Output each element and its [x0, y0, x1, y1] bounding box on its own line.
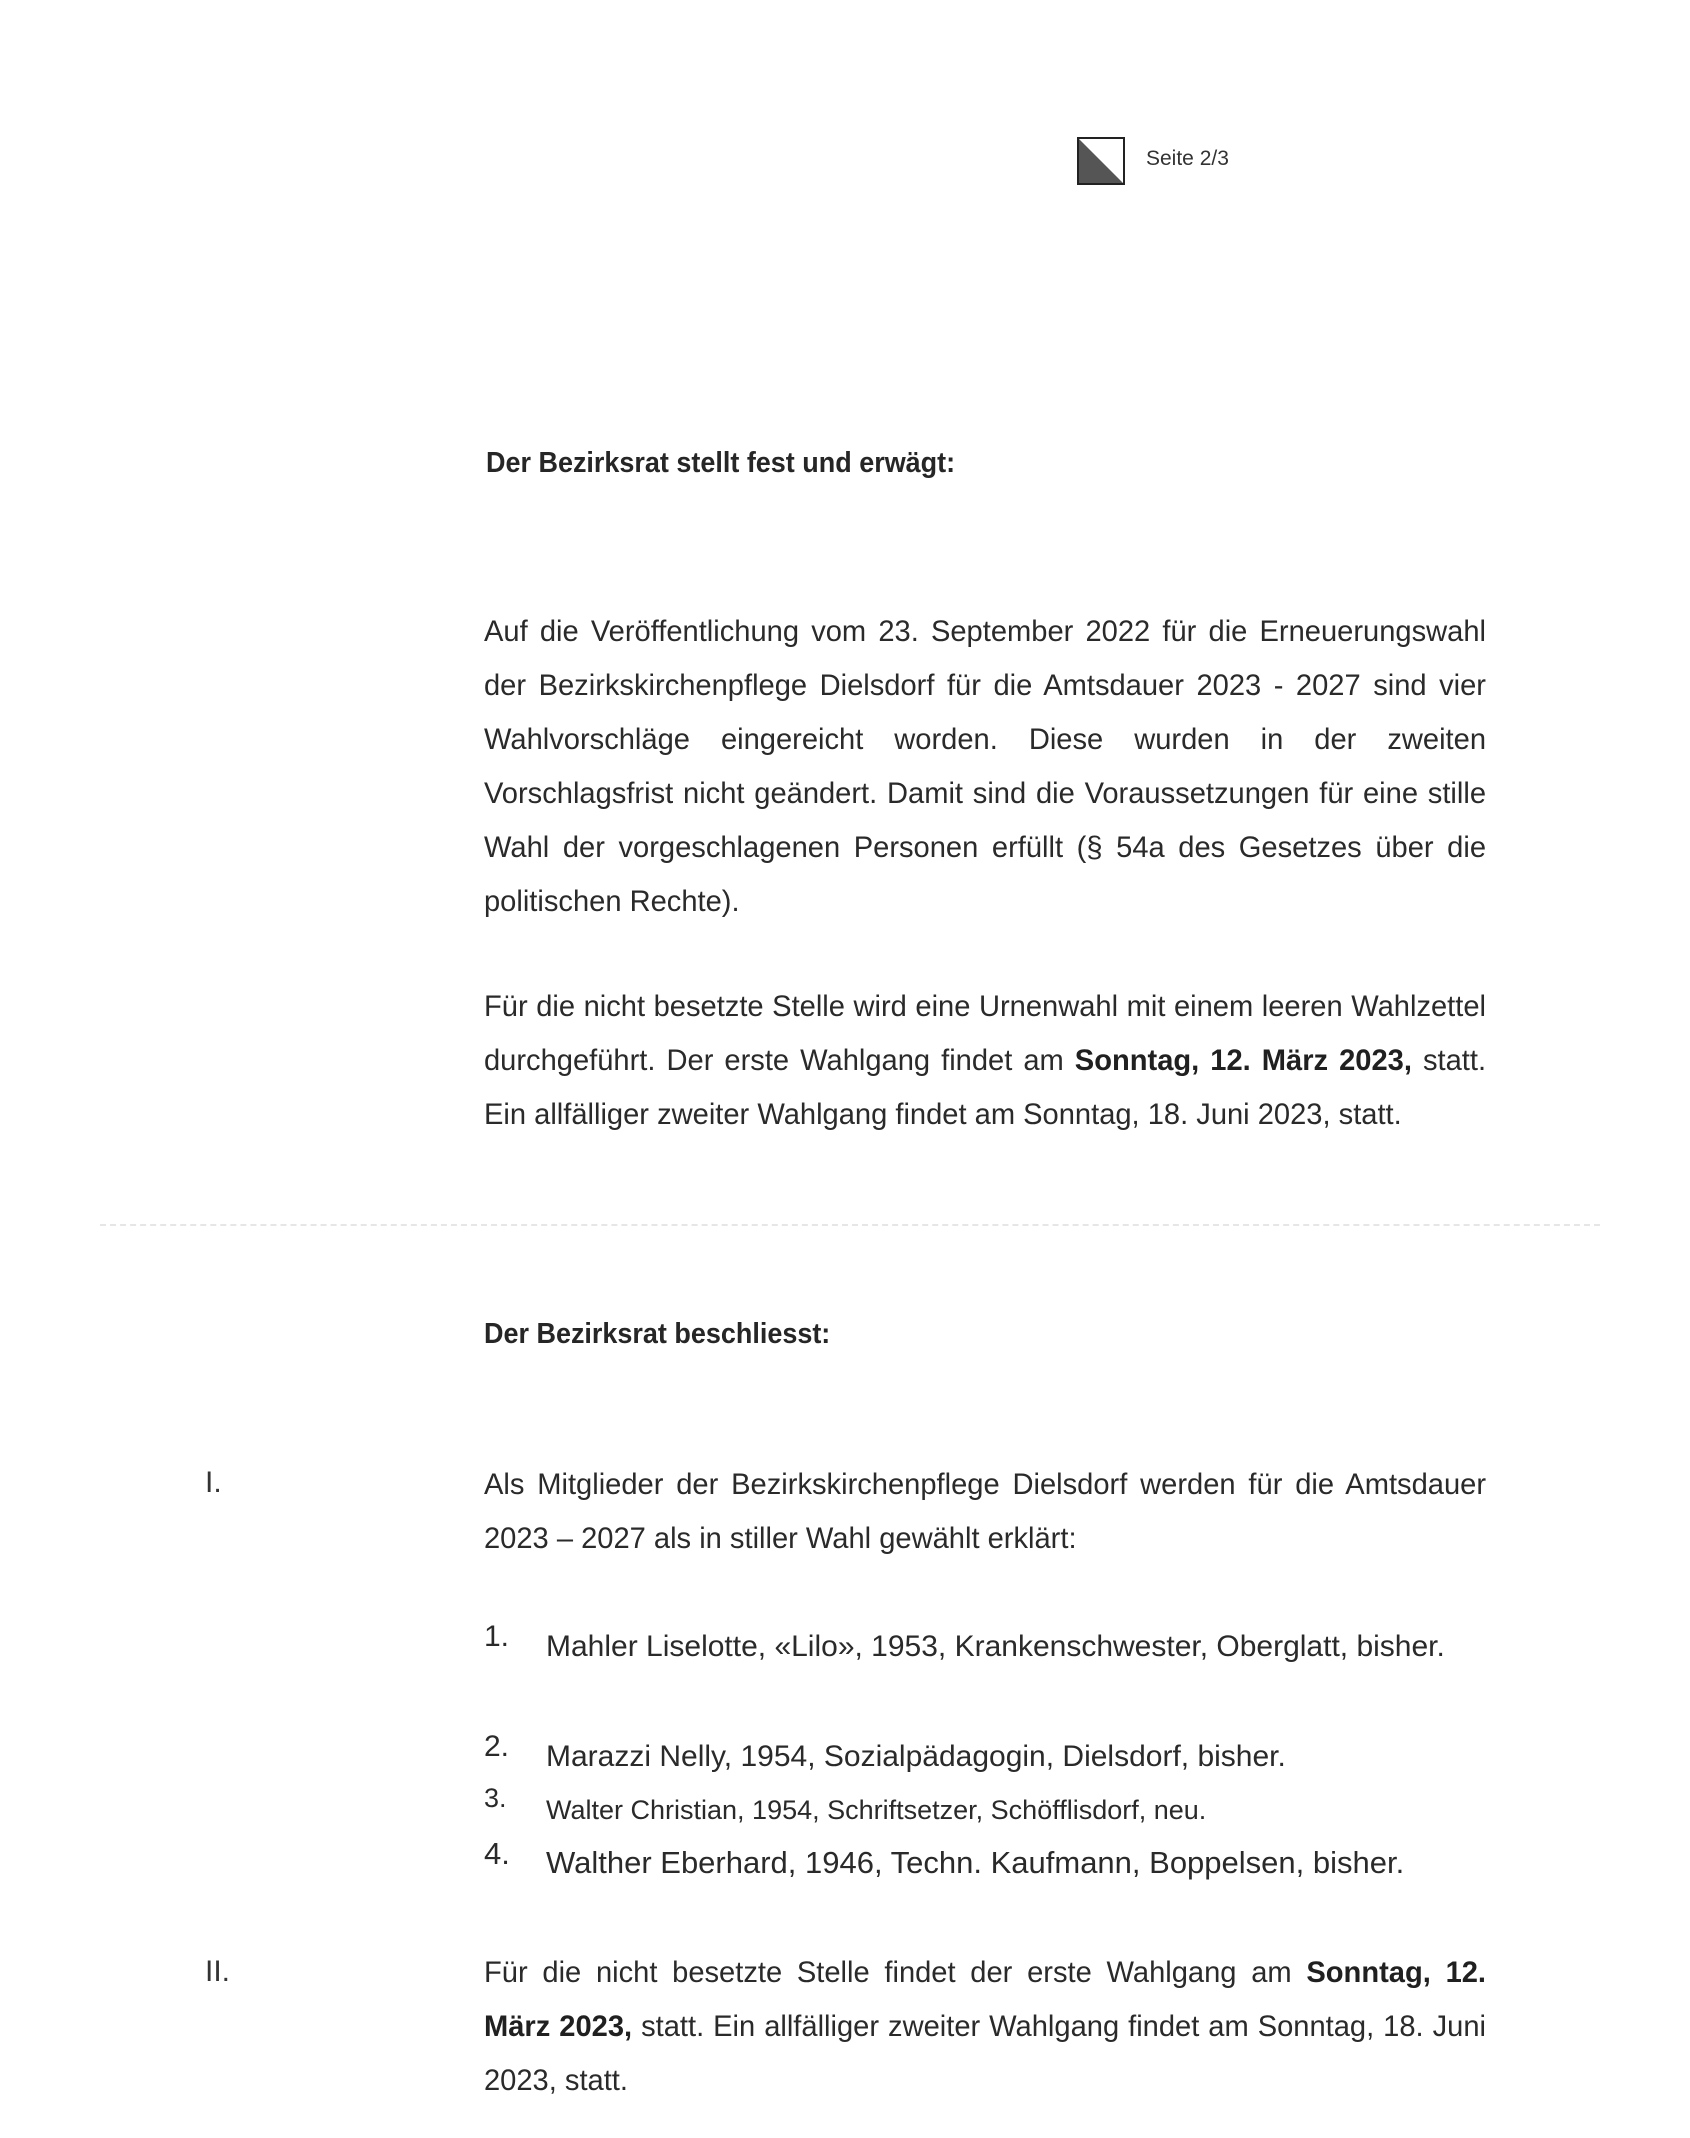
- list-number: 2.: [484, 1730, 510, 1763]
- shield-diagonal-icon: [1079, 139, 1123, 183]
- canton-logo-icon: [1077, 137, 1125, 185]
- paragraph-text: statt. Ein allfälliger zweiter Wahlgang findet am Sonntag, 18. Juni 2023, statt.: [484, 1044, 1487, 1131]
- resolution-numeral-2: II.: [205, 1955, 231, 1988]
- member-text: Marazzi Nelly, 1954, Sozialpädagogin, Dielsdorf, bisher.: [546, 1740, 1286, 1773]
- first-vote-date: Sonntag, 12. März 2023,: [484, 1956, 1487, 2043]
- list-number: 4.: [484, 1836, 510, 1871]
- paragraph-text: statt. Ein allfälliger zweiter Wahlgang findet am Sonntag, 18. Juni 2023, statt.: [484, 2010, 1487, 2097]
- resolution-numeral-1: I.: [205, 1466, 222, 1499]
- paragraph-text: Für die nicht besetzte Stelle wird eine Urnenwahl mit einem leeren Wahlzettel durchgeführt. Der erste Wahlgang findet am: [484, 990, 1487, 1077]
- member-text: Walter Christian, 1954, Schriftsetzer, Schöfflisdorf, neu.: [546, 1795, 1207, 1825]
- resolution-heading: Der Bezirksrat beschliesst:: [484, 1318, 831, 1350]
- list-number: 1.: [484, 1620, 510, 1653]
- paragraph-text: Für die nicht besetzte Stelle findet der erste Wahlgang am: [484, 1956, 1307, 1989]
- first-vote-date: Sonntag, 12. März 2023,: [1074, 1044, 1412, 1077]
- page-indicator: Seite 2/3: [1146, 147, 1229, 170]
- resolution-item-2-text: [484, 1946, 1486, 2108]
- findings-heading: Der Bezirksrat stellt fest und erwägt:: [486, 447, 956, 479]
- resolution-item-1-text: Als Mitglieder der Bezirkskirchenpflege Dielsdorf werden für die Amtsdauer 2023 – 2027 als in stiller Wahl gewählt erklärt:: [484, 1468, 1487, 1555]
- findings-paragraph-1: Auf die Veröffentlichung vom 23. September 2022 für die Erneuerungswahl der Bezirkskirchenpflege Dielsdorf für die Amtsdauer 2023 - 2027 sind vier Wahlvorschläge eingereicht worden. Diese wurden in der zweiten Vorschlagsfrist nicht geändert. Damit sind die Voraussetzungen für eine stille Wahl der vorgeschlagenen Personen erfüllt (§ 54a des Gesetzes über die politischen Rechte).: [484, 615, 1487, 918]
- member-text: Walther Eberhard, 1946, Techn. Kaufmann, Boppelsen, bisher.: [546, 1845, 1405, 1880]
- member-text: Mahler Liselotte, «Lilo», 1953, Krankenschwester, Oberglatt, bisher.: [546, 1630, 1445, 1663]
- findings-paragraph-2: [484, 980, 1486, 1142]
- page-fold-line: [100, 1224, 1600, 1226]
- list-number: 3.: [484, 1783, 507, 1813]
